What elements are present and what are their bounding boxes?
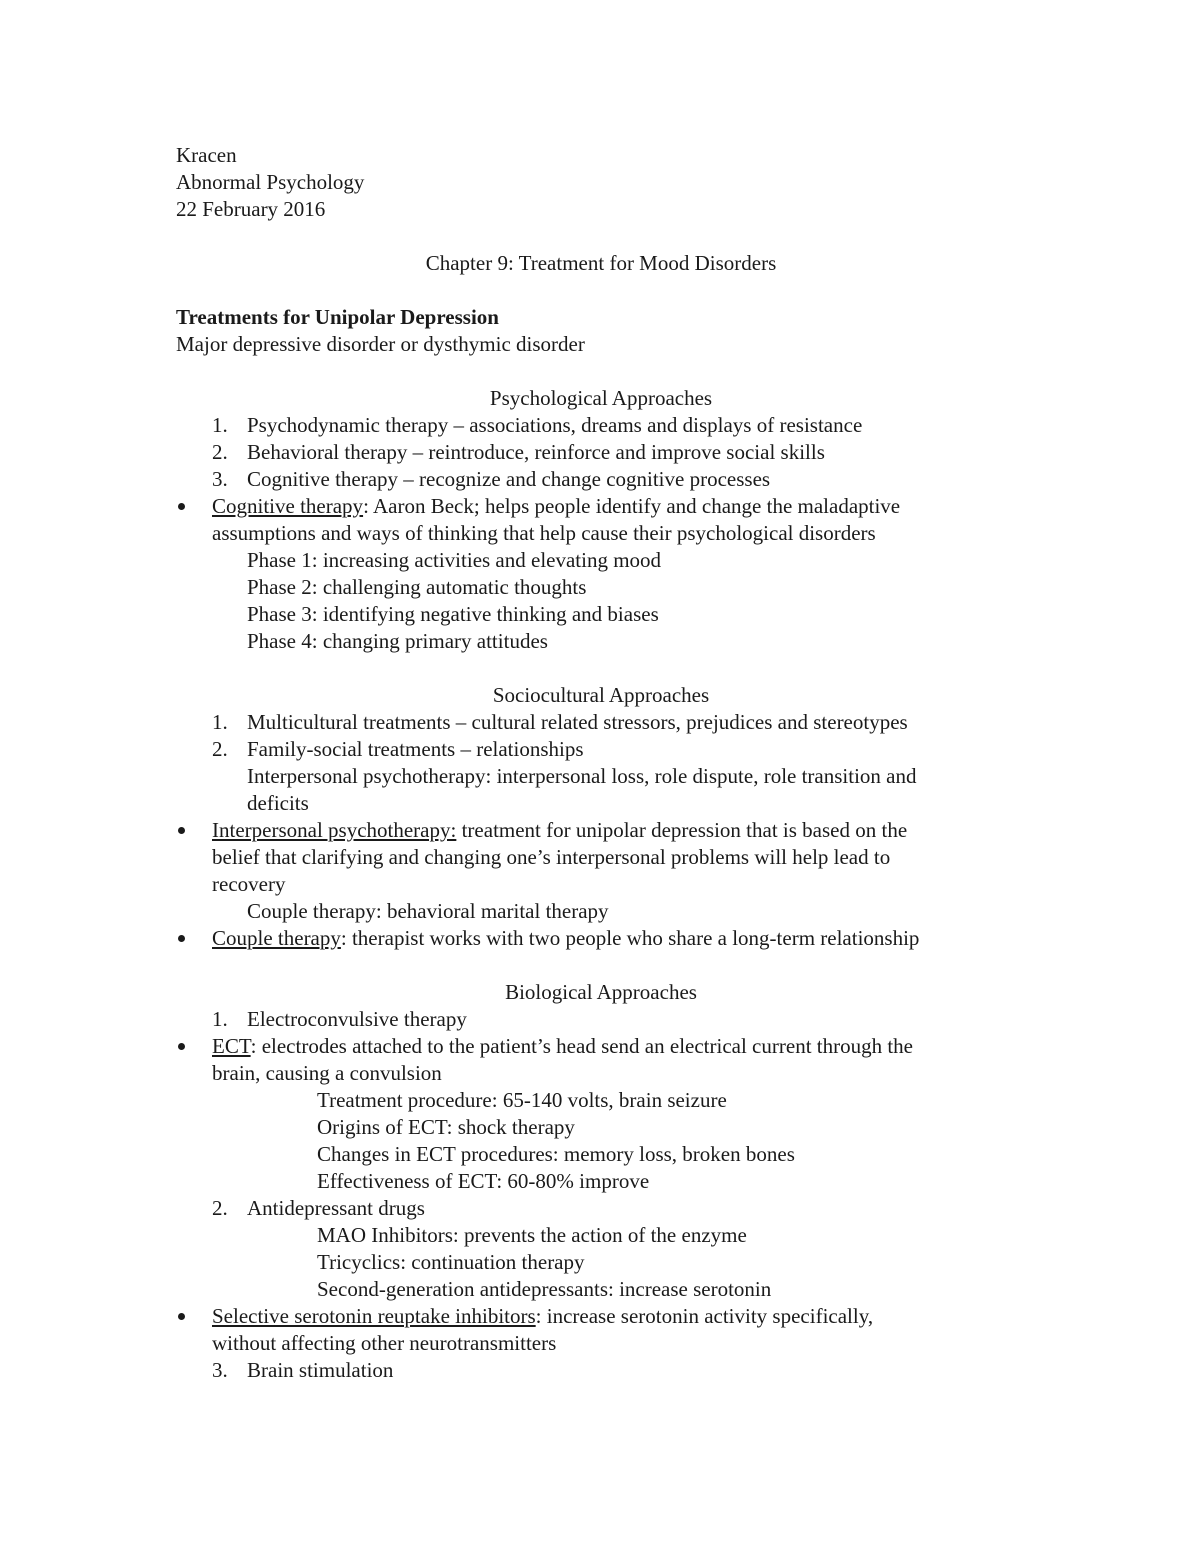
bio-heading: Biological Approaches: [505, 980, 697, 1004]
term-interpersonal-psychotherapy: Interpersonal psychotherapy:: [212, 818, 457, 842]
bullet-interpersonal-psychotherapy: [176, 817, 1026, 898]
definition-text: without affecting other neurotransmitters: [212, 1331, 557, 1355]
bio-item-2: [176, 1195, 1026, 1222]
definition-text: : Aaron Beck; helps people identify and change the maladaptive: [363, 494, 901, 518]
bullet-icon: [176, 493, 212, 547]
term-cognitive-therapy: Cognitive therapy: [212, 494, 364, 518]
ect-subitem-1: Treatment procedure: 65-140 volts, brain seizure: [317, 1088, 727, 1112]
ect-subitem-2: Origins of ECT: shock therapy: [317, 1115, 575, 1139]
couple-subitem: Couple therapy: behavioral marital therapy: [247, 899, 609, 923]
item-text: Electroconvulsive therapy: [247, 1007, 467, 1031]
socio-item-1: [176, 709, 1026, 736]
phase-1: Phase 1: increasing activities and elevating mood: [247, 548, 662, 572]
definition-text: belief that clarifying and changing one’s interpersonal problems will help lead to: [212, 845, 891, 869]
course-name: Abnormal Psychology: [176, 170, 365, 194]
bullet-couple-therapy: [176, 925, 1026, 952]
section-subheading: Major depressive disorder or dysthymic disorder: [176, 332, 585, 356]
bullet-icon: [176, 1033, 212, 1087]
item-number: 2.: [212, 440, 228, 464]
item-number: 1.: [212, 710, 228, 734]
item-text: Psychodynamic therapy – associations, dreams and displays of resistance: [247, 413, 863, 437]
bullet-icon: [176, 817, 212, 898]
ipt-subitem: Interpersonal psychotherapy: interpersonal loss, role dispute, role transition and: [247, 764, 917, 788]
psych-heading: Psychological Approaches: [489, 386, 713, 410]
item-text: Cognitive therapy – recognize and change cognitive processes: [247, 467, 771, 491]
document-page: [176, 142, 1026, 1384]
item-number: 1.: [212, 413, 228, 437]
bullet-ssri: [176, 1303, 1026, 1357]
definition-text: treatment for unipolar depression that is based on the: [456, 818, 908, 842]
definition-text: recovery: [212, 872, 286, 896]
document-date: 22 February 2016: [176, 197, 326, 221]
document-title: Chapter 9: Treatment for Mood Disorders: [425, 251, 777, 275]
item-text: Multicultural treatments – cultural related stressors, prejudices and stereotypes: [247, 710, 908, 734]
bio-item-3: [176, 1357, 1026, 1384]
socio-heading: Sociocultural Approaches: [492, 683, 710, 707]
item-text: Behavioral therapy – reintroduce, reinforce and improve social skills: [247, 440, 825, 464]
item-text: Antidepressant drugs: [247, 1196, 425, 1220]
phase-3: Phase 3: identifying negative thinking and biases: [247, 602, 659, 626]
bullet-icon: [176, 925, 212, 952]
term-ssri: Selective serotonin reuptake inhibitors: [212, 1304, 536, 1328]
item-number: 3.: [212, 467, 228, 491]
definition-text: : increase serotonin activity specifically,: [535, 1304, 874, 1328]
item-number: 2.: [212, 737, 228, 761]
bullet-ect: [176, 1033, 1026, 1087]
ect-subitem-4: Effectiveness of ECT: 60-80% improve: [317, 1169, 650, 1193]
term-couple-therapy: Couple therapy: [212, 926, 341, 950]
psych-item-2: [176, 439, 1026, 466]
socio-item-2: [176, 736, 1026, 763]
ipt-subitem-cont: deficits: [247, 791, 309, 815]
item-number: 2.: [212, 1196, 228, 1220]
psych-item-3: [176, 466, 1026, 493]
drug-subitem-1: MAO Inhibitors: prevents the action of the enzyme: [317, 1223, 747, 1247]
bullet-cognitive-therapy: [176, 493, 1026, 547]
definition-text: brain, causing a convulsion: [212, 1061, 442, 1085]
author-name: Kracen: [176, 143, 237, 167]
drug-subitem-2: Tricyclics: continuation therapy: [317, 1250, 585, 1274]
bio-item-1: [176, 1006, 1026, 1033]
drug-subitem-3: Second-generation antidepressants: increase serotonin: [317, 1277, 772, 1301]
definition-text: assumptions and ways of thinking that help cause their psychological disorders: [212, 521, 876, 545]
section-heading: Treatments for Unipolar Depression: [176, 305, 499, 329]
ect-subitem-3: Changes in ECT procedures: memory loss, broken bones: [317, 1142, 795, 1166]
phase-2: Phase 2: challenging automatic thoughts: [247, 575, 587, 599]
item-text: Brain stimulation: [247, 1358, 394, 1382]
item-text: Family-social treatments – relationships: [247, 737, 584, 761]
item-number: 3.: [212, 1358, 228, 1382]
term-ect: ECT: [212, 1034, 251, 1058]
definition-text: : therapist works with two people who share a long-term relationship: [340, 926, 920, 950]
phase-4: Phase 4: changing primary attitudes: [247, 629, 548, 653]
definition-text: : electrodes attached to the patient’s head send an electrical current through the: [250, 1034, 914, 1058]
psych-item-1: [176, 412, 1026, 439]
bullet-icon: [176, 1303, 212, 1357]
item-number: 1.: [212, 1007, 228, 1031]
